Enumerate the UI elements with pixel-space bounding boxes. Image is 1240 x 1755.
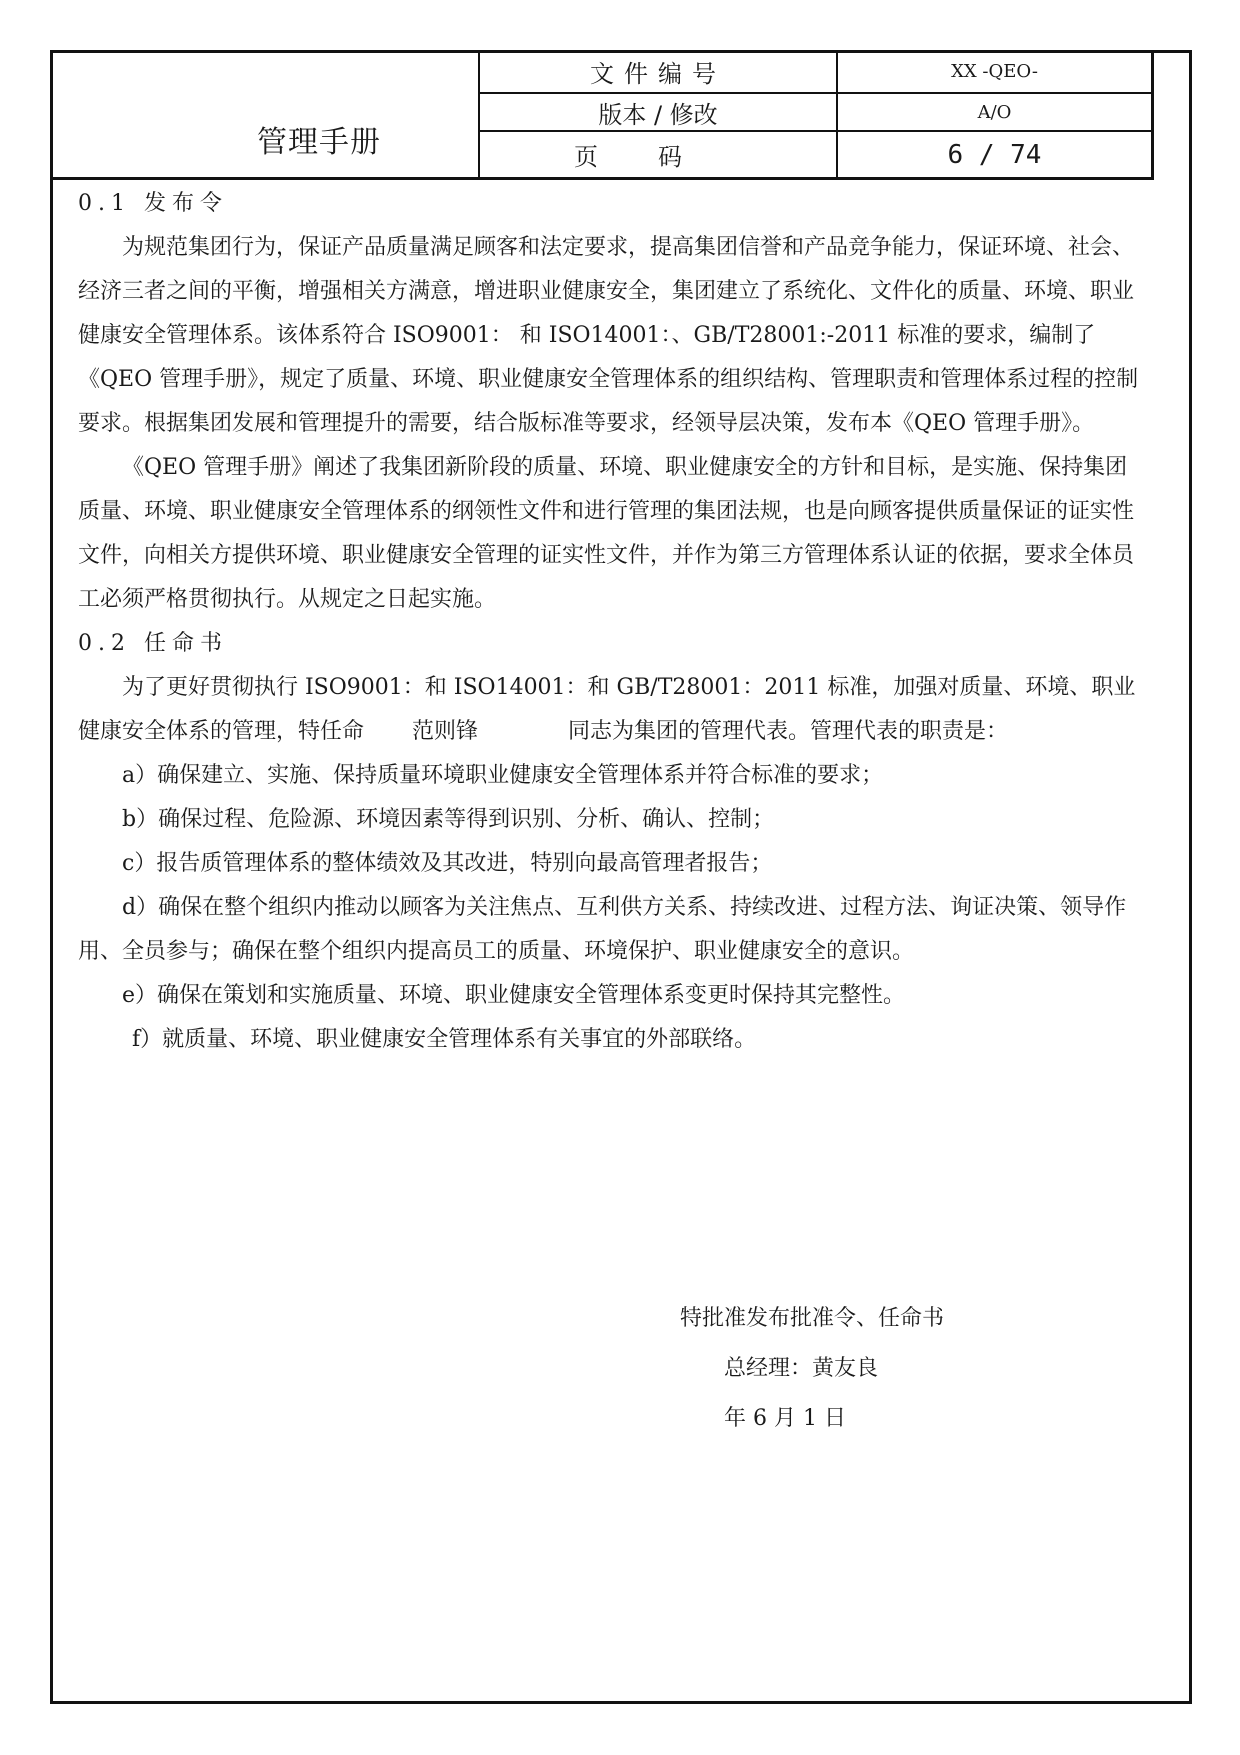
issue-date: 年 6 月 1 日 xyxy=(724,1406,846,1431)
general-manager-signature: 总经理：黄友良 xyxy=(724,1356,879,1381)
duty-item-e: e）确保在策划和实施质量、环境、职业健康安全管理体系变更时保持其完整性。 xyxy=(122,983,906,1008)
section-title-appointment: 0.2 任命书 xyxy=(78,631,228,656)
appointment-intro xyxy=(78,666,1144,754)
release-order-paragraph-2: 《QEO 管理手册》阐述了我集团新阶段的质量、环境、职业健康安全的方针和目标，是实施、保持集团质量、环境、职业健康安全管理体系的纲领性文件和进行管理的集团法规，也是向顾客提供质量保证的证实性文件，向相关方提供环境、职业健康安全管理的证实性文件，并作为第三方管理体系认证的依据，要求全体员工必须严格贯彻执行。从规定之日起实施。 xyxy=(78,455,1135,612)
signature-block xyxy=(680,1294,944,1444)
doc-number-value: XX -QEO- xyxy=(951,60,1038,82)
version-value: A/O xyxy=(977,101,1012,123)
doc-number-label: 文件编号 xyxy=(480,50,838,92)
duty-item-b: b）确保过程、危险源、环境因素等得到识别、分析、确认、控制； xyxy=(122,807,775,832)
document-body xyxy=(78,182,1144,1062)
page-label: 页码 xyxy=(480,132,838,177)
page-row xyxy=(480,132,1151,177)
section-title-release-order: 0.1 发布令 xyxy=(78,191,228,216)
appointment-intro-after: 同志为集团的管理代表。管理代表的职责是： xyxy=(568,719,1009,744)
approval-statement: 特批准发布批准令、任命书 xyxy=(680,1306,945,1331)
duty-item-c: c）报告质管理体系的整体绩效及其改进，特别向最高管理者报告； xyxy=(122,851,773,876)
duty-item-d: d）确保在整个组织内推动以顾客为关注焦点、互利供方关系、持续改进、过程方法、询证决策、领导作用、全员参与；确保在整个组织内提高员工的质量、环境保护、职业健康安全的意识。 xyxy=(78,895,1127,964)
appointment-intro-before: 为了更好贯彻执行 ISO9001：和 ISO14001：和 GB/T28001：2011 标准，加强对质量、环境、职业健康安全体系的管理，特任命 xyxy=(78,675,1136,744)
page-number: 6 / 74 xyxy=(947,139,1042,170)
version-label: 版本 / 修改 xyxy=(480,94,838,130)
version-row xyxy=(480,94,1151,132)
duty-item-f: f）就质量、环境、职业健康安全管理体系有关事宜的外部联络。 xyxy=(132,1027,757,1052)
duty-item-a: a）确保建立、实施、保持质量环境职业健康安全管理体系并符合标准的要求； xyxy=(122,763,884,788)
doc-number-row xyxy=(480,50,1151,94)
release-order-paragraph-1: 为规范集团行为，保证产品质量满足顾客和法定要求，提高集团信誉和产品竞争能力，保证环境、社会、经济三者之间的平衡，增强相关方满意，增进职业健康安全，集团建立了系统化、文件化的质量、环境、职业健康安全管理体系。该体系符合 ISO9001： 和 ISO14001：、GB/T28001:-2011 标准的要求，编制了《QEO 管理手册》，规定了质量、环境、职业健康安全管理体系的组织结构、管理职责和管理体系过程的控制要求。根据集团发展和管理提升的需要，结合版标准等要求，经领导层决策，发布本《QEO 管理手册》。 xyxy=(78,235,1139,436)
document-header xyxy=(50,50,1154,180)
manual-title: 管理手册 xyxy=(50,50,480,177)
header-info-grid xyxy=(480,50,1151,177)
appointee-name: 范则锋 xyxy=(412,719,479,744)
